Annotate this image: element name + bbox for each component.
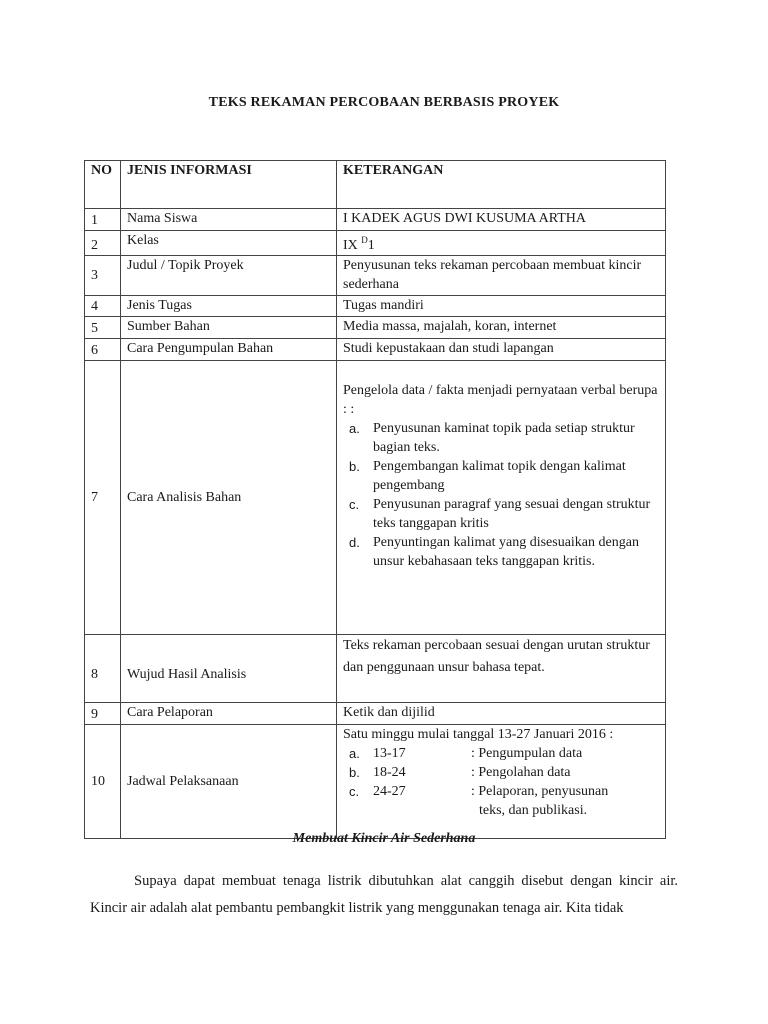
kelas-suffix: 1: [367, 238, 375, 253]
schedule-list: [343, 744, 659, 820]
row-keterangan: Studi kepustakaan dan studi lapangan: [337, 339, 666, 361]
row-keterangan: [337, 231, 666, 256]
row-number: 6: [85, 339, 121, 361]
list-marker: a.: [349, 746, 360, 761]
list-marker: d.: [349, 535, 360, 550]
row-keterangan: [337, 725, 666, 839]
row-keterangan: Media massa, majalah, koran, internet: [337, 317, 666, 339]
row-keterangan: Ketik dan dijilid: [337, 703, 666, 725]
schedule-desc: : Pengumpulan data: [471, 746, 583, 761]
document-title: TEKS REKAMAN PERCOBAAN BERBASIS PROYEK: [208, 95, 560, 110]
row-number: 3: [85, 256, 121, 296]
row-jenis: Jadwal Pelaksanaan: [121, 725, 337, 839]
list-item: [349, 457, 659, 495]
list-text: Penyusunan paragraf yang sesuai dengan struktur teks tanggapan kritis: [373, 497, 651, 531]
table-row: [85, 296, 666, 317]
row-number: 7: [85, 361, 121, 635]
table-row: [85, 703, 666, 725]
row-number: 9: [85, 703, 121, 725]
list-marker: c.: [349, 497, 360, 512]
row-keterangan: Penyusunan teks rekaman percobaan membuat kincir sederhana: [337, 256, 666, 296]
header-keterangan: KETERANGAN: [337, 161, 666, 209]
schedule-desc: : Pengolahan data: [471, 765, 571, 780]
list-text: Penyuntingan kalimat yang disesuaikan dengan unsur kebahasaan teks tanggapan kritis.: [373, 535, 639, 569]
table-row: [85, 635, 666, 703]
list-item: [343, 782, 659, 820]
list-marker: b.: [349, 765, 360, 780]
schedule-desc: [471, 782, 631, 820]
body-paragraph: Supaya dapat membuat tenaga listrik dibutuhkan alat canggih disebut dengan kincir air. Kincir air adalah alat pembantu pembangkit listrik yang menggunakan tenaga air. Kita tidak: [90, 873, 678, 916]
row-jenis: Wujud Hasil Analisis: [121, 635, 337, 703]
list-marker: a.: [349, 421, 360, 436]
project-info-table: [84, 160, 666, 839]
row-number: 8: [85, 635, 121, 703]
list-text: Penyusunan kaminat topik pada setiap struktur bagian teks.: [373, 421, 635, 455]
row-jenis: Cara Pengumpulan Bahan: [121, 339, 337, 361]
table-row: [85, 725, 666, 839]
list-marker: c.: [349, 784, 360, 799]
row-number: 2: [85, 231, 121, 256]
list-marker: b.: [349, 459, 360, 474]
row-jenis: Judul / Topik Proyek: [121, 256, 337, 296]
table-row: [85, 317, 666, 339]
row-jenis: Kelas: [121, 231, 337, 256]
row-number: 4: [85, 296, 121, 317]
row-jenis: Cara Analisis Bahan: [121, 361, 337, 635]
analysis-list: [343, 419, 659, 571]
row-jenis: Cara Pelaporan: [121, 703, 337, 725]
header-jenis: JENIS INFORMASI: [121, 161, 337, 209]
schedule-range: 13-17: [373, 746, 406, 761]
kelas-value: IX: [343, 238, 358, 253]
header-no: NO: [85, 161, 121, 209]
section-subheading: Membuat Kincir Air Sederhana: [292, 831, 476, 846]
row-number: 5: [85, 317, 121, 339]
kelas-superscript: D: [361, 235, 368, 245]
row-number: 1: [85, 209, 121, 231]
analysis-intro: Pengelola data / fakta menjadi pernyataan verbal berupa : :: [343, 383, 658, 417]
table-row: [85, 339, 666, 361]
table-row: [85, 256, 666, 296]
row-jenis: Sumber Bahan: [121, 317, 337, 339]
row-keterangan: [337, 361, 666, 635]
schedule-desc-line: : Pelaporan, penyusunan: [471, 784, 609, 799]
schedule-intro: Satu minggu mulai tanggal 13-27 Januari 2016 :: [343, 727, 614, 742]
row-keterangan: Tugas mandiri: [337, 296, 666, 317]
list-item: [349, 419, 659, 457]
list-text: Pengembangan kalimat topik dengan kalimat pengembang: [373, 459, 626, 493]
row-number: 10: [85, 725, 121, 839]
list-item: [343, 763, 659, 782]
table-row: [85, 209, 666, 231]
table-row: [85, 231, 666, 256]
list-item: [349, 495, 659, 533]
schedule-range: 24-27: [373, 784, 406, 799]
list-item: [343, 744, 659, 763]
schedule-range: 18-24: [373, 765, 406, 780]
row-jenis: Nama Siswa: [121, 209, 337, 231]
schedule-desc-line: teks, dan publikasi.: [479, 803, 588, 818]
list-item: [349, 533, 659, 571]
row-keterangan: Teks rekaman percobaan sesuai dengan urutan struktur dan penggunaan unsur bahasa tepat.: [337, 635, 666, 703]
table-header-row: [85, 161, 666, 209]
table-row: [85, 361, 666, 635]
row-keterangan: I KADEK AGUS DWI KUSUMA ARTHA: [337, 209, 666, 231]
row-jenis: Jenis Tugas: [121, 296, 337, 317]
